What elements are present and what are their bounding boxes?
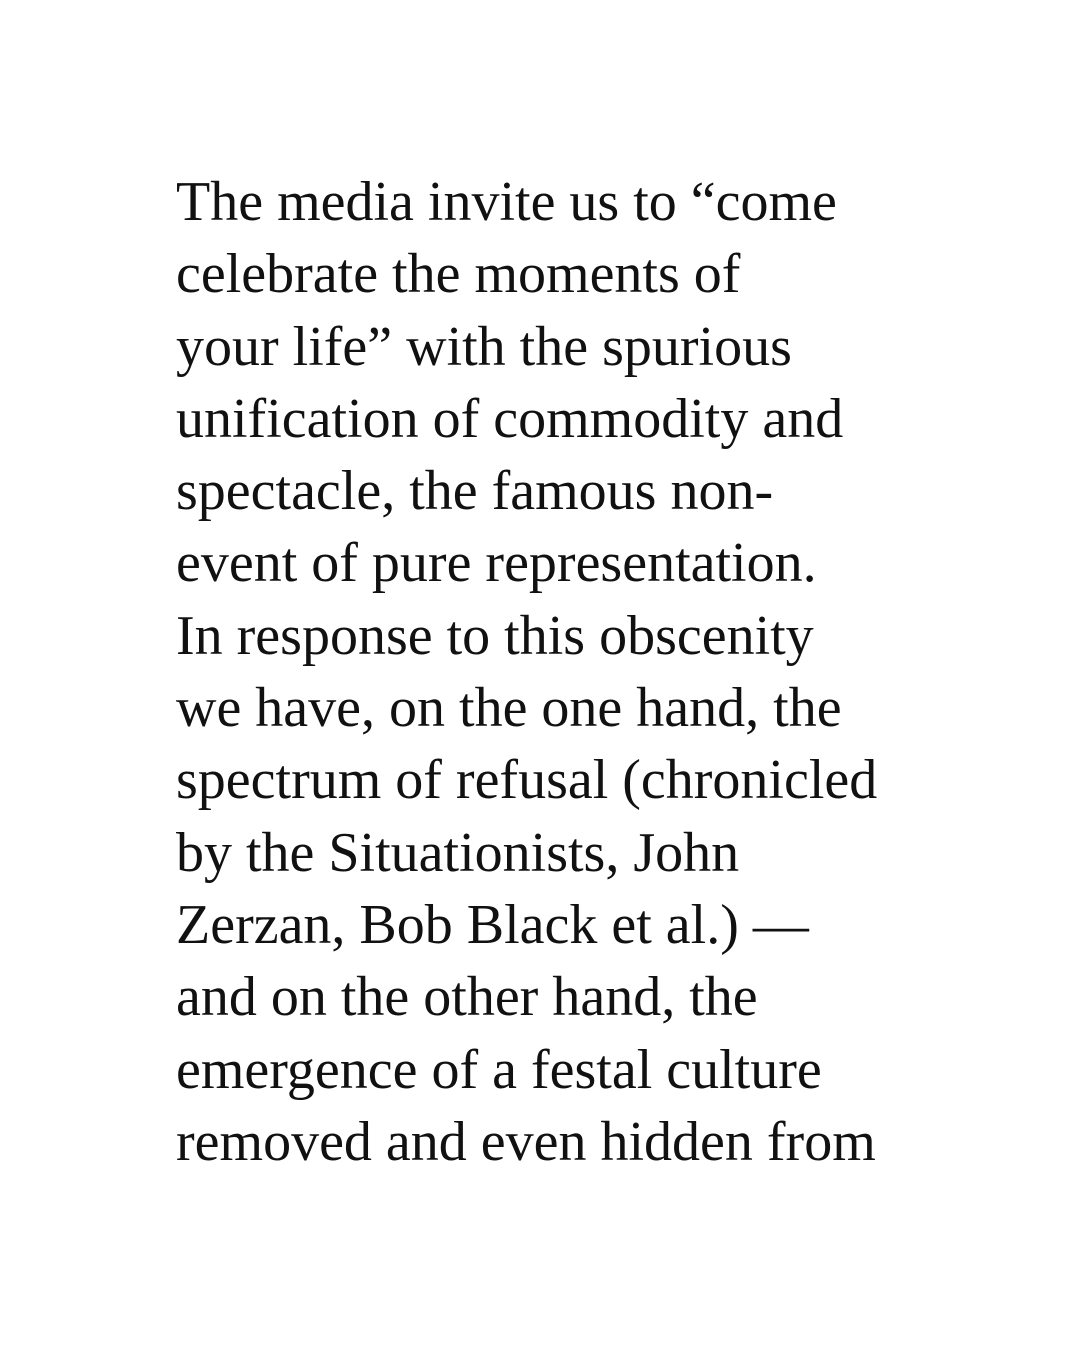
text-line: emergence of a festal culture	[176, 1038, 822, 1101]
text-line: unification of commodity and	[176, 387, 844, 450]
text-line: removed and even hidden from	[176, 1110, 876, 1173]
text-line: and on the other hand, the	[176, 966, 758, 1029]
text-line: spectacle, the famous non-	[176, 460, 774, 523]
text-line: The media invite us to “come	[176, 171, 837, 233]
text-line: your life” with the spurious	[176, 315, 792, 378]
text-line: Zerzan, Bob Black et al.) —	[176, 893, 809, 956]
text-line: by the Situationists, John	[176, 821, 740, 884]
passage-text	[176, 166, 1056, 1178]
text-line: In response to this obscenity	[176, 604, 814, 667]
text-line: event of pure representation.	[176, 532, 817, 595]
text-line: spectrum of refusal (chronicled	[176, 749, 878, 812]
text-line: celebrate the moments of	[176, 243, 741, 306]
text-line: we have, on the one hand, the	[176, 677, 842, 740]
